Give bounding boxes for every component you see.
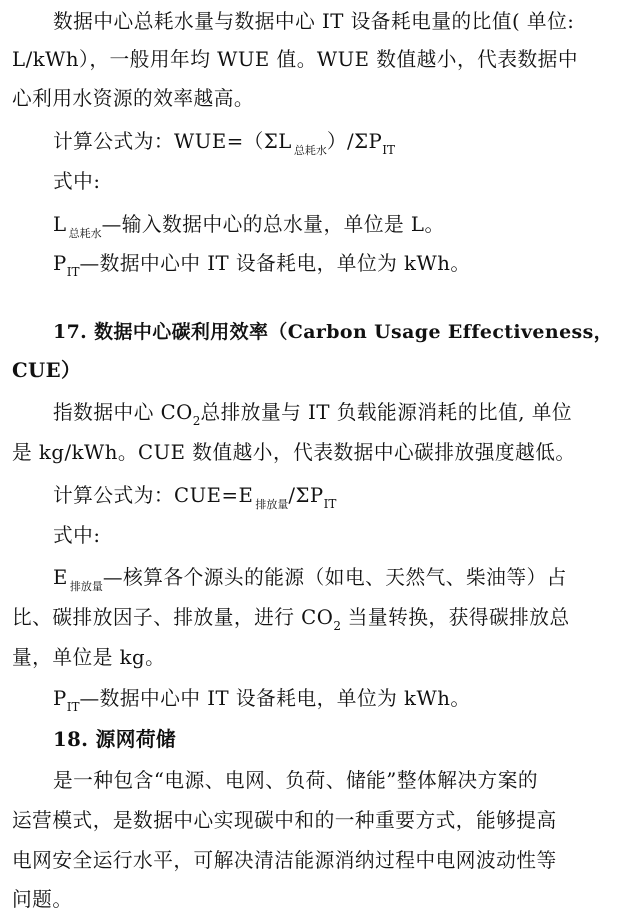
definition-e-subscript: 排放量 [69,580,103,593]
definition-e-line-2-a: 比、碳排放因子、排放量，进行 CO [12,606,334,629]
cue-formula-mid: /ΣP [288,484,324,507]
definition-l [0,207,620,246]
cue-paragraph-line-1-a: 指数据中心 CO [53,401,193,424]
heading-17-line-1: 17. 数据中心碳利用效率（Carbon Usage Effectiveness， [53,321,614,343]
paragraph-18-line-2: 运营模式，是数据中心实现碳中和的一种重要方式，能够提高 [12,809,557,832]
wue-formula-sub-it: IT [382,143,396,157]
where-label-2: 式中: [53,524,101,547]
paragraph-18-line-3: 电网安全运行水平，可解决清洁能源消纳过程中电网波动性等 [12,849,557,872]
definition-e-line-2-b: 当量转换，获得碳排放总 [340,606,570,629]
definition-e-line-2 [0,600,620,638]
definition-pit-1-subscript: IT [66,265,80,279]
definition-pit-2-symbol: P [53,687,67,710]
definition-pit-2-subscript: IT [66,700,80,714]
wue-formula-prefix: 计算公式为：WUE=（ΣL [53,130,292,153]
definition-e-text: —核算各个源头的能源（如电、天然气、柴油等）占 [102,566,567,589]
cue-formula [0,478,620,517]
heading-18: 18. 源网荷储 [53,728,176,751]
cue-paragraph-line-1 [0,395,620,433]
cue-paragraph-line-2: 是 kg/kWh。CUE 数值越小，代表数据中心碳排放强度越低。 [12,441,576,464]
cue-formula-sub-it: IT [323,497,337,511]
definition-l-symbol: L [53,213,67,236]
paragraph-18-line-4: 问题。 [12,888,73,911]
wue-formula [0,124,620,163]
paragraph-18-line-1: 是一种包含“电源、电网、负荷、储能”整体解决方案的 [53,769,539,792]
wue-formula-sub-total-water: 总耗水 [293,144,327,157]
cue-paragraph-co2-subscript: 2 [192,414,201,428]
wue-formula-mid: ）/ΣP [326,130,383,153]
heading-17-line-2: CUE） [12,359,82,382]
cue-formula-prefix: 计算公式为：CUE=E [53,484,254,507]
definition-l-text: —输入数据中心的总水量，单位是 L。 [101,213,445,236]
cue-formula-sub-emission: 排放量 [255,498,289,511]
definition-e-line-3: 量，单位是 kg。 [12,646,166,669]
definition-pit-2-text: —数据中心中 IT 设备耗电，单位为 kWh。 [79,687,471,710]
wue-paragraph-line-2: L/kWh），一般用年均 WUE 值。WUE 数值越小，代表数据中 [12,48,579,71]
wue-paragraph-line-1: 数据中心总耗水量与数据中心 IT 设备耗电量的比值( 单位: [53,10,575,33]
definition-pit-2 [0,681,620,719]
definition-l-subscript: 总耗水 [68,227,102,240]
cue-paragraph-line-1-b: 总排放量与 IT 负载能源消耗的比值, 单位 [200,401,573,424]
where-label-1: 式中: [53,170,101,193]
definition-e-co2-subscript: 2 [333,619,341,633]
definition-e-symbol: E [53,566,68,589]
wue-paragraph-line-3: 心利用水资源的效率越高。 [12,87,255,110]
definition-pit-1-text: —数据中心中 IT 设备耗电，单位为 kWh。 [79,252,471,275]
definition-e-line-1 [0,560,620,599]
definition-pit-1 [0,246,620,284]
definition-pit-1-symbol: P [53,252,67,275]
